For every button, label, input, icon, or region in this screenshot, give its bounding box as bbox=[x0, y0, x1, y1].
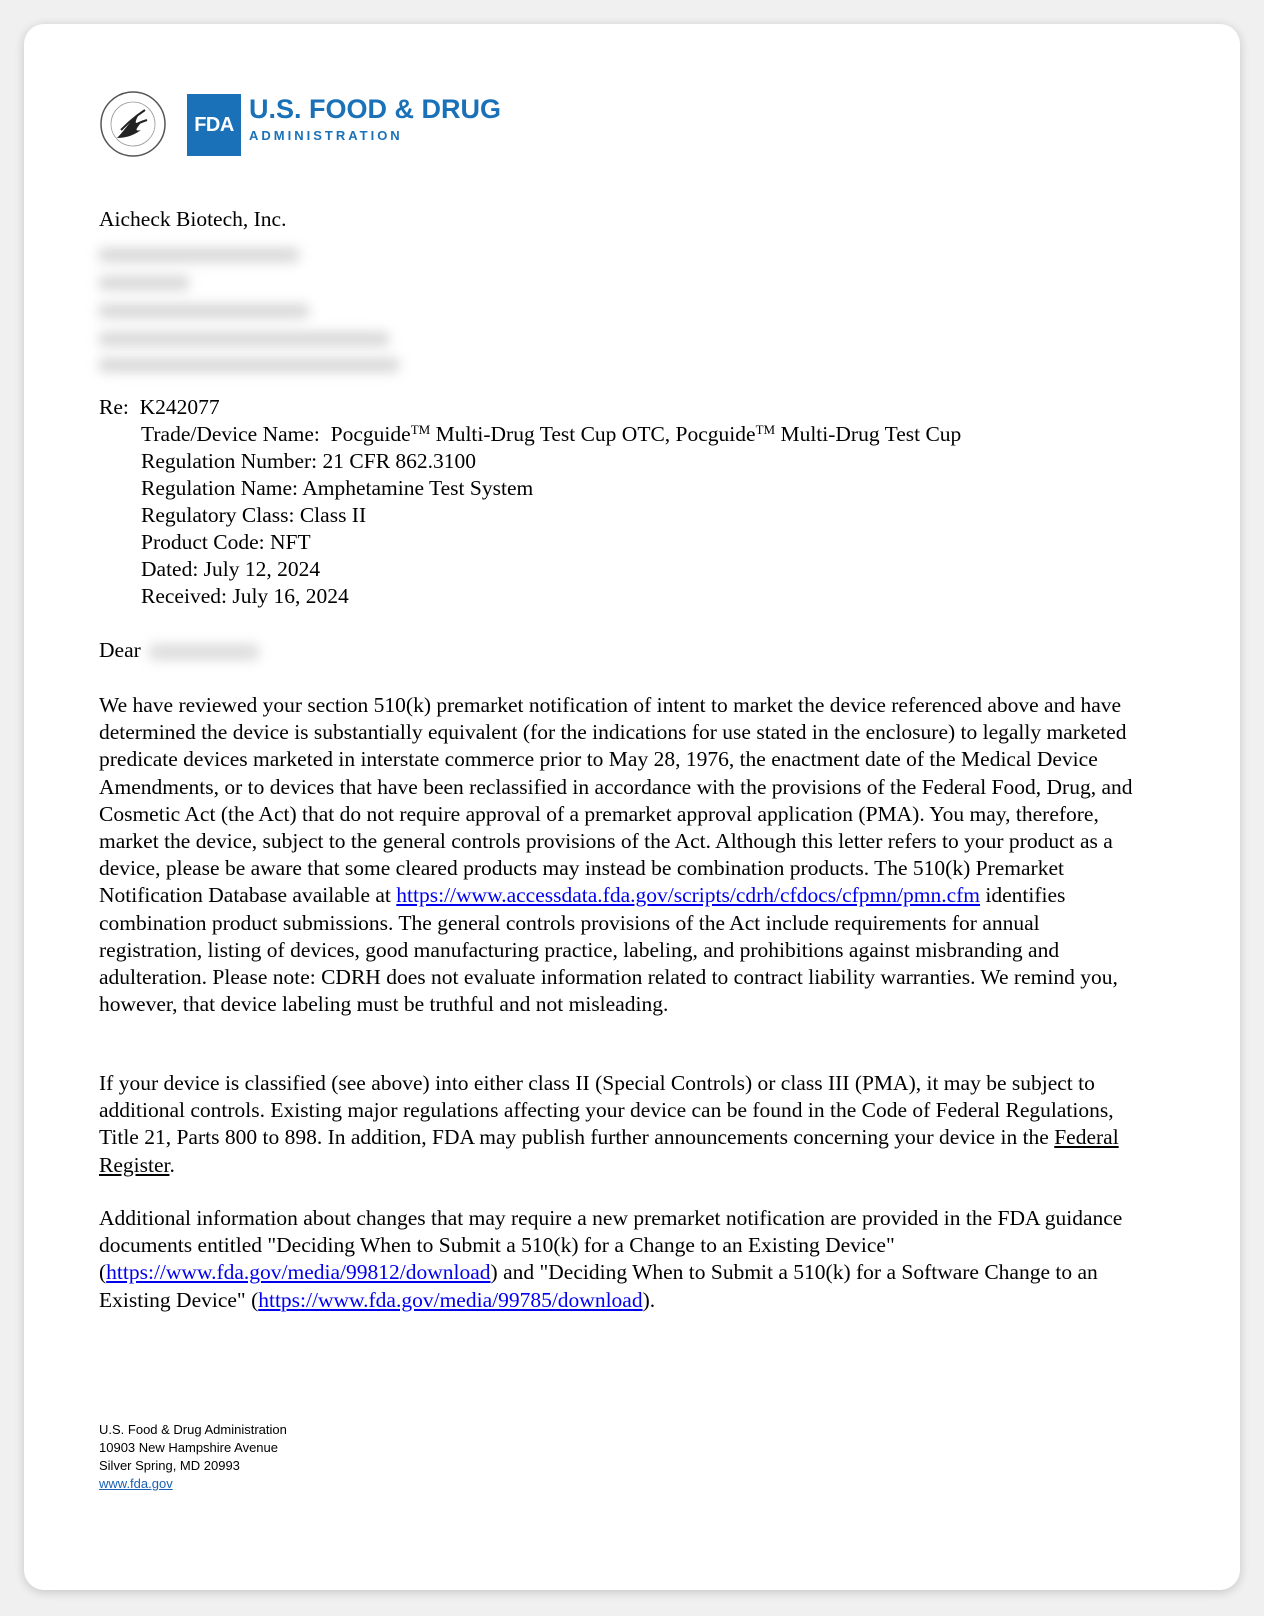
trade-name-part-b: Multi-Drug Test Cup OTC, Pocguide bbox=[430, 422, 756, 446]
letterhead bbox=[99, 90, 519, 162]
regulatory-class: Regulatory Class: Class II bbox=[141, 503, 367, 527]
product-code: Product Code: NFT bbox=[141, 530, 311, 554]
tm-mark: TM bbox=[755, 422, 776, 437]
salutation-text: Dear bbox=[99, 638, 141, 662]
p3-text-b: ) and "Deciding When to Submit a 510(k) for a Software Change to an Existing Device" ( bbox=[99, 1260, 1098, 1312]
footer-address bbox=[99, 1421, 287, 1493]
reference-block bbox=[99, 394, 961, 610]
regulation-number: Regulation Number: 21 CFR 862.3100 bbox=[141, 449, 477, 473]
footer-org: U.S. Food & Drug Administration bbox=[99, 1422, 287, 1437]
pmn-database-link[interactable]: https://www.accessdata.fda.gov/scripts/cdrh/cfdocs/cfpmn/pmn.cfm bbox=[396, 883, 981, 908]
re-label: Re: bbox=[99, 395, 129, 419]
p3-text-c: ). bbox=[642, 1287, 656, 1312]
trade-name-part-a: Pocguide bbox=[330, 422, 411, 446]
guidance-link-99812[interactable]: https://www.fda.gov/media/99812/download bbox=[106, 1260, 491, 1285]
received: Received: July 16, 2024 bbox=[141, 584, 349, 608]
dated: Dated: July 12, 2024 bbox=[141, 557, 321, 581]
re-line bbox=[99, 394, 961, 421]
fda-org-sub: ADMINISTRATION bbox=[249, 128, 403, 143]
salutation bbox=[99, 638, 259, 663]
redacted-name bbox=[149, 644, 259, 660]
redacted-address bbox=[99, 234, 399, 374]
k-number: K242077 bbox=[139, 395, 220, 419]
footer-website-link[interactable]: www.fda.gov bbox=[99, 1476, 173, 1491]
p2-text-a: If your device is classified (see above) into either class II (Special Controls) or class III (PMA), it may be subject to additional controls. Existing major regulations affecting your device can be found in the Code of Federal Regulations, Title 21, Parts 800 to 898. In addition, FDA may publish further announcements concerning your device in the bbox=[99, 1071, 1114, 1150]
paragraph-review bbox=[99, 692, 1139, 1018]
p3-text-a: Additional information about changes that may require a new premarket notification are provided in the FDA guidance documents entitled "Deciding When to Submit a 510(k) for a Change to an Existing Device" ( bbox=[99, 1206, 1123, 1285]
fda-org-name: U.S. FOOD & DRUG bbox=[249, 94, 502, 124]
recipient-company: Aicheck Biotech, Inc. bbox=[99, 207, 287, 231]
paragraph-classification bbox=[99, 1070, 1139, 1179]
trade-label: Trade/Device Name: bbox=[141, 422, 320, 446]
p1-text-b: identifies combination product submissions. The general controls provisions of the Act include requirements for annual registration, listing of devices, good manufacturing practice, labeling, and prohibitions against misbranding and adulteration. Please note: CDRH does not evaluate information related to contract liability warranties. We remind you, however, that device labeling must be truthful and not misleading. bbox=[99, 883, 1118, 1017]
footer-city: Silver Spring, MD 20993 bbox=[99, 1458, 240, 1473]
trade-device-name bbox=[99, 421, 961, 448]
p2-text-b: . bbox=[169, 1152, 175, 1177]
hhs-seal-icon bbox=[99, 90, 167, 158]
letter-page bbox=[24, 24, 1240, 1590]
trade-name-part-c: Multi-Drug Test Cup bbox=[775, 422, 962, 446]
tm-mark: TM bbox=[410, 422, 431, 437]
paragraph-guidance bbox=[99, 1205, 1139, 1314]
p1-text-a: We have reviewed your section 510(k) premarket notification of intent to market the device referenced above and have determined the device is substantially equivalent (for the indications for use stated in the enclosure) to legally marketed predicate devices marketed in interstate commerce prior to May 28, 1976, the enactment date of the Medical Device Amendments, or to devices that have been reclassified in accordance with the provisions of the Federal Food, Drug, and Cosmetic Act (the Act) that do not require approval of a premarket approval application (PMA). You may, therefore, market the device, subject to the general controls provisions of the Act. Although this letter refers to your product as a device, please be aware that some cleared products may instead be combination products. The 510(k) Premarket Notification Database available at bbox=[99, 693, 1133, 908]
regulation-name: Regulation Name: Amphetamine Test System bbox=[141, 476, 534, 500]
fda-logo: FDA bbox=[187, 94, 241, 156]
guidance-link-99785[interactable]: https://www.fda.gov/media/99785/download bbox=[258, 1287, 643, 1312]
footer-street: 10903 New Hampshire Avenue bbox=[99, 1440, 278, 1455]
federal-register-text: Federal Register bbox=[99, 1125, 1119, 1177]
